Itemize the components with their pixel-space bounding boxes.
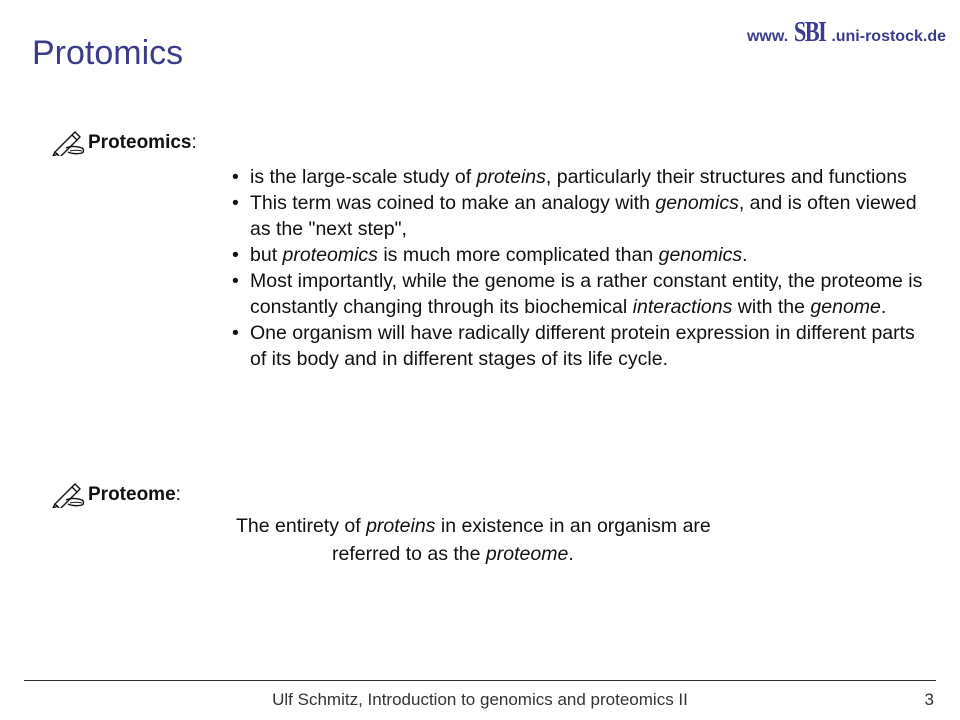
text-segment: , and is often viewed as the "next step", [250,192,917,240]
bullet-item [232,320,932,372]
text-segment: is the large-scale study of [250,166,477,188]
bullet-dot-icon: • [232,270,239,292]
footer-divider [24,680,936,681]
bullet-dot-icon: • [232,322,239,344]
bullet-dot-icon: • [232,244,239,266]
section-proteomics [52,130,197,156]
section-proteome [52,482,181,508]
text-segment: but [250,244,283,266]
emphasized-term: interactions [632,296,733,318]
emphasized-term: proteome [485,543,569,565]
section-colon: : [191,132,197,153]
emphasized-term: proteomics [282,244,378,266]
bullet-dot-icon: • [232,166,239,188]
footer-author-title: Ulf Schmitz, Introduction to genomics and proteomics II [272,690,688,709]
proteomics-bullet-list [232,164,932,372]
emphasized-term: genomics [658,244,743,266]
proteome-definition [236,512,711,568]
bullet-item [232,190,932,242]
site-url-suffix: .uni-rostock.de [831,28,946,45]
bullet-item [232,268,932,320]
section-label-proteome: Proteome [88,484,176,505]
sbi-logo: SBI [794,17,826,48]
pen-hand-icon [52,130,86,156]
section-colon: : [175,484,181,505]
text-segment: This term was coined to make an analogy with [250,192,656,214]
emphasized-term: genomics [655,192,739,214]
definition-line-1 [236,515,711,537]
site-url [746,17,946,48]
slide-title: Protomics [32,34,184,72]
bullet-dot-icon: • [232,192,239,214]
text-segment: is much more complicated than [377,244,659,266]
bullet-item [232,242,932,268]
emphasized-term: proteins [366,515,436,537]
bullet-item [232,164,932,190]
text-segment: with the [732,296,811,318]
text-segment: The entirety of [236,515,367,537]
emphasized-term: genome [810,296,881,318]
text-segment: , particularly their structures and functions [545,166,907,188]
section-label-proteomics: Proteomics [88,132,192,153]
text-segment: . [880,296,887,318]
text-segment: . [568,543,574,565]
text-segment: . [742,244,748,266]
text-segment: One organism will have radically different protein expression in different parts of its body and in different stages of its life cycle. [250,322,915,370]
site-url-prefix: www. [746,28,789,45]
text-segment: in existence in an organism are [435,515,711,537]
page-number: 3 [924,690,934,709]
definition-line-2 [236,540,711,568]
pen-hand-icon [52,482,86,508]
text-segment: Most importantly, while the genome is a rather constant entity, the proteome is constantly changing through its biochemical [250,270,923,318]
emphasized-term: proteins [476,166,546,188]
text-segment: referred to as the [332,543,486,565]
